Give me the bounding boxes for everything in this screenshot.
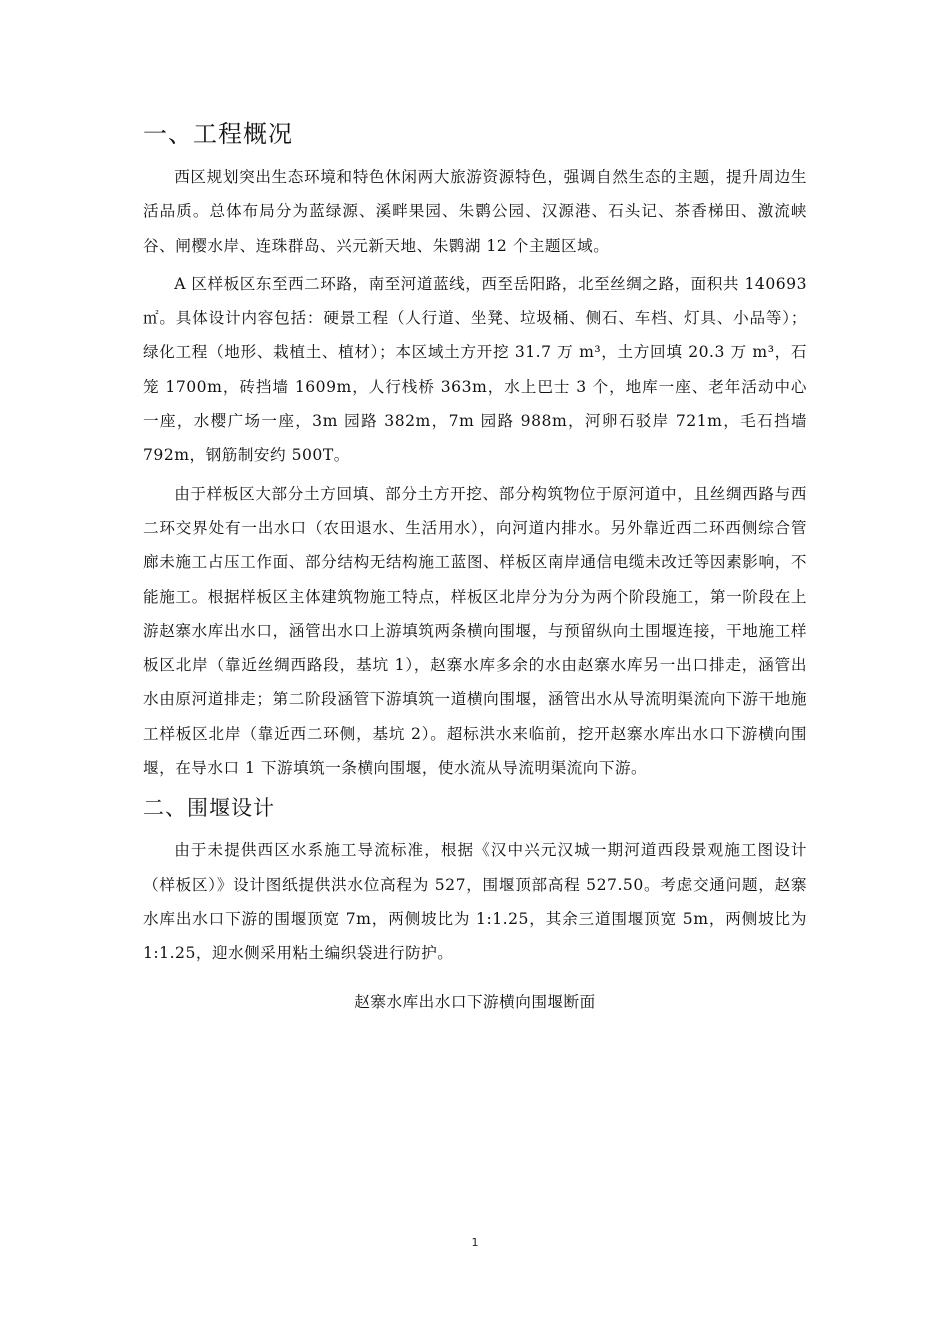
section-1-paragraph-3: 由于样板区大部分土方回填、部分土方开挖、部分构筑物位于原河道中，且丝绸西路与西二环交界处有一出水口（农田退水、生活用水），向河道内排水。另外靠近西二环西侧综合管廊未施工占压工作面、部分结构无结构施工蓝图、样板区南岸通信电缆未改迁等因素影响，不能施工。根据样板区主体建筑物施工特点，样板区北岸分为分为两个阶段施工，第一阶段在上游赵寨水库出水口，涵管出水口上游填筑两条横向围堰，与预留纵向土围堰连接，干地施工样板区北岸（靠近丝绸西路段，基坑 1），赵寨水库多余的水由赵寨水库另一出口排走，涵管出水由原河道排走；第二阶段涵管下游填筑一道横向围堰，涵管出水从导流明渠流向下游干地施工样板区北岸（靠近西二环侧，基坑 2）。超标洪水来临前，挖开赵寨水库出水口下游横向围堰，在导水口 1 下游填筑一条横向围堰，使水流从导流明渠流向下游。 — [143, 484, 807, 778]
section-1-heading: 一、工程概况 — [143, 120, 293, 148]
section-1-paragraph-1: 西区规划突出生态环境和特色休闲两大旅游资源特色，强调自然生态的主题，提升周边生活品质。总体布局分为蓝绿源、溪畔果园、朱鹮公园、汉源港、石头记、茶香梯田、激流峡谷、闸樱水岸、连珠群岛、兴元新天地、朱鹮湖 12 个主题区域。 — [143, 168, 807, 255]
section-2-paragraph-1: 由于未提供西区水系施工导流标准，根据《汉中兴元汉城一期河道西段景观施工图设计（样板区）》设计图纸提供洪水位高程为 527，围堰顶部高程 527.50。考虑交通问题，赵寨水库出水口下游的围堰顶宽 7m，两侧坡比为 1:1.25，其余三道围堰顶宽 5m，两侧坡比为 1:1.25，迎水侧采用粘土编织袋进行防护。 — [143, 841, 807, 963]
page-number: 1 — [471, 1236, 479, 1249]
section-1-paragraph-2: A 区样板区东至西二环路，南至河道蓝线，西至岳阳路，北至丝绸之路，面积共 140693 ㎡。具体设计内容包括：硬景工程（人行道、坐凳、垃圾桶、侧石、车档、灯具、小品等）；绿化工程（地形、栽植土、植材）；本区域土方开挖 31.7 万 m³，土方回填 20.3 万 m³，石笼 1700m，砖挡墙 1609m，人行栈桥 363m，水上巴士 3 个，地库一座、老年活动中心一座，水樱广场一座，3m 园路 382m，7m 园路 988m，河卵石驳岸 721m，毛石挡墙 792m，钢筋制安约 500T。 — [143, 274, 807, 465]
section-2-heading: 二、围堰设计 — [143, 796, 275, 821]
figure-caption: 赵寨水库出水口下游横向围堰断面 — [354, 992, 596, 1011]
document-body — [143, 112, 807, 1019]
